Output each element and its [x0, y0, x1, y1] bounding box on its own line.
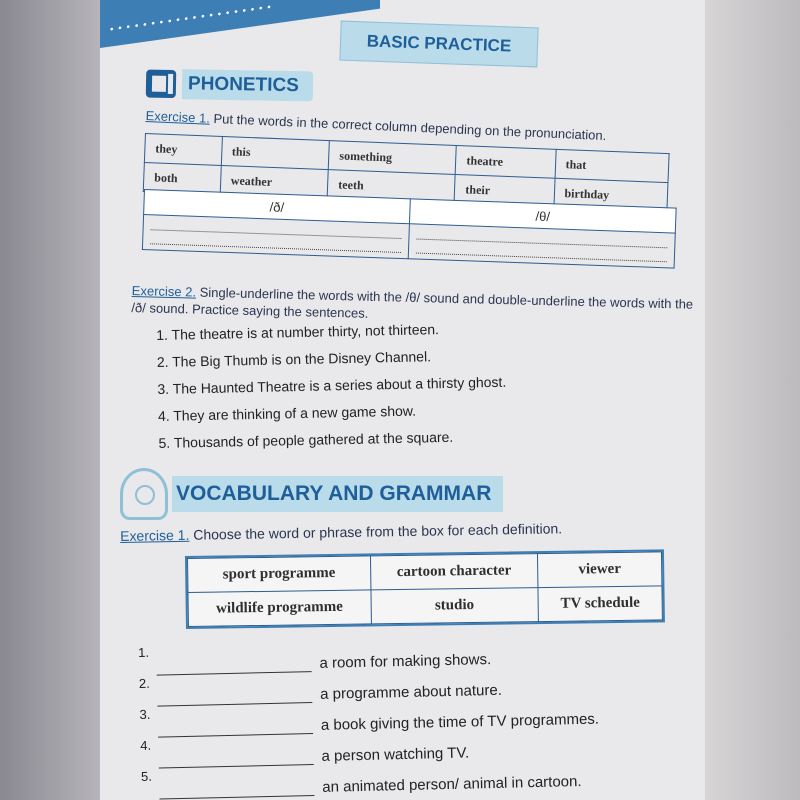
word-cell: this: [221, 136, 330, 169]
vocabulary-title: VOCABULARY AND GRAMMAR: [172, 476, 503, 512]
phonetics-heading: [146, 69, 313, 102]
word-cell: their: [454, 174, 554, 207]
banner-title: BASIC PRACTICE: [366, 31, 512, 56]
list-item: 4. They are thinking of a new game show.: [157, 402, 417, 424]
column-header-voiceless-th: /θ/: [409, 199, 676, 233]
vocab-exercise-1-instruction: [120, 520, 562, 544]
background-left: [0, 0, 105, 800]
word-cell: theatre: [456, 145, 556, 178]
definition-list: [138, 635, 601, 800]
sentence-list: [156, 315, 508, 457]
vocab-exercise-1-label: Exercise 1.: [120, 526, 190, 544]
vocabulary-heading: [120, 468, 503, 520]
workbook-page: [100, 0, 705, 800]
definition-text: a room for making shows.: [319, 650, 492, 672]
definition-text: an animated person/ animal in cartoon.: [322, 772, 582, 796]
box-word: cartoon character: [370, 554, 538, 590]
clock-tower-icon: [120, 468, 168, 520]
dotted-line-decoration: • • • • • • • • • • • • • • • • • • • •: [110, 1, 272, 36]
item-number: 5.: [140, 768, 152, 784]
item-number: 3.: [139, 706, 151, 722]
list-item: 1. The theatre is at number thirty, not thirteen.: [156, 321, 440, 343]
word-cell: weather: [220, 165, 329, 198]
answer-blank[interactable]: [158, 748, 313, 769]
answer-blank[interactable]: [158, 717, 313, 738]
exercise-2-text: Single-underline the words with the /θ/ sound and double-underline the words with the /ð/ sound. Practice saying the sentences.: [131, 284, 694, 321]
exercise-1-text: Put the words in the correct column depending on the pronunciation.: [209, 110, 607, 144]
box-word: viewer: [538, 552, 662, 588]
phonetics-title: PHONETICS: [182, 69, 313, 101]
corner-decoration: [100, 0, 380, 48]
book-icon: [146, 70, 176, 99]
exercise-2-label: Exercise 2.: [131, 282, 197, 300]
item-number: 4.: [140, 737, 152, 753]
word-cell: that: [555, 149, 669, 182]
answer-blank[interactable]: [156, 655, 311, 676]
word-cell: something: [328, 141, 456, 175]
list-item: 3. The Haunted Theatre is a series about a thirsty ghost.: [157, 373, 507, 397]
answer-blank[interactable]: [159, 779, 314, 800]
background-right: [700, 0, 800, 800]
box-word: sport programme: [188, 556, 371, 593]
box-word: wildlife programme: [188, 590, 371, 627]
word-box: [187, 551, 663, 627]
list-item: 2. The Big Thumb is on the Disney Channel.: [156, 348, 432, 370]
table-row: [188, 586, 662, 627]
exercise-1-label: Exercise 1.: [145, 108, 211, 126]
item-number: 1.: [138, 644, 150, 660]
list-item: 5. Thousands of people gathered at the square.: [158, 428, 454, 451]
item-number: 2.: [138, 675, 150, 691]
column-header-voiced-th: /ð/: [144, 190, 411, 224]
answer-blank[interactable]: [157, 686, 312, 707]
word-cell: they: [144, 134, 222, 166]
box-word: studio: [371, 588, 539, 624]
definition-text: a programme about nature.: [319, 681, 503, 703]
definition-text: a person watching TV.: [321, 744, 470, 765]
definition-text: a book giving the time of TV programmes.: [320, 710, 600, 734]
word-cell: teeth: [327, 170, 455, 204]
section-banner: [339, 21, 538, 68]
word-cell: both: [143, 162, 221, 194]
word-cell: birthday: [553, 178, 667, 211]
vocab-exercise-1-text: Choose the word or phrase from the box for each definition.: [189, 520, 563, 543]
box-word: TV schedule: [538, 586, 662, 622]
